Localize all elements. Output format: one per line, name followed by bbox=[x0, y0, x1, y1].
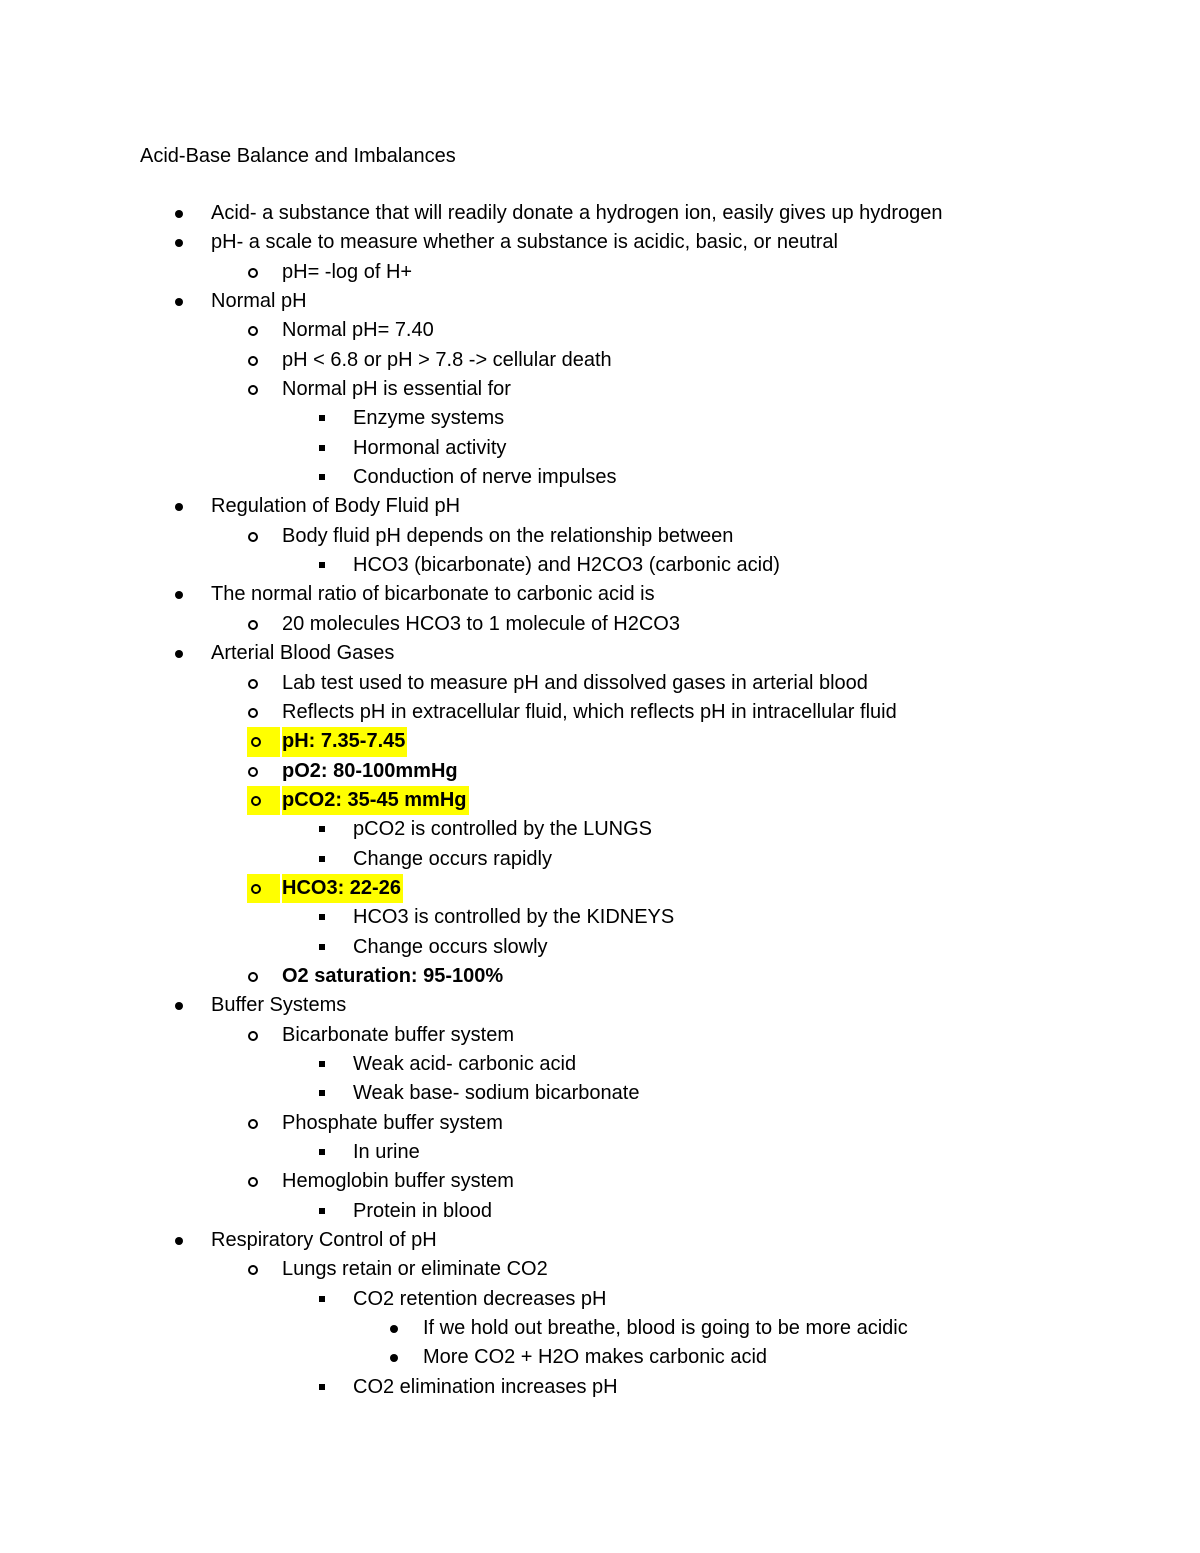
list-item bbox=[0, 757, 1200, 786]
list-item bbox=[0, 1050, 1200, 1079]
list-item-text: Bicarbonate buffer system bbox=[282, 1023, 514, 1046]
square-bullet-icon bbox=[316, 933, 336, 962]
list-item bbox=[0, 786, 1200, 815]
list-item bbox=[0, 1079, 1200, 1108]
list-item bbox=[0, 551, 1200, 580]
list-item-text: In urine bbox=[353, 1141, 420, 1163]
list-item-text: CO2 elimination increases pH bbox=[353, 1375, 618, 1398]
list-item bbox=[0, 1197, 1200, 1226]
list-item bbox=[0, 1109, 1200, 1138]
list-item-text: Enzyme systems bbox=[353, 407, 505, 430]
ring-bullet-icon bbox=[247, 874, 280, 903]
list-item-text: Respiratory Control of pH bbox=[211, 1229, 437, 1252]
list-item-text: HCO3 (bicarbonate) and H2CO3 (carbonic acid) bbox=[353, 554, 780, 577]
ring-bullet-icon bbox=[245, 346, 265, 375]
list-item-text: Reflects pH in extracellular fluid, which reflects pH in intracellular fluid bbox=[282, 700, 897, 723]
list-item bbox=[0, 874, 1200, 903]
dot-bullet-icon bbox=[171, 199, 191, 228]
list-item-text: pO2: 80-100mmHg bbox=[282, 759, 458, 782]
list-item-text: HCO3: 22-26 bbox=[282, 874, 403, 903]
list-item bbox=[0, 1373, 1200, 1402]
list-item-text: Hormonal activity bbox=[353, 436, 507, 459]
ring-bullet-icon bbox=[245, 757, 265, 786]
list-item-text: pH- a scale to measure whether a substance is acidic, basic, or neutral bbox=[211, 231, 838, 254]
list-item-text: pCO2: 35-45 mmHg bbox=[282, 786, 469, 815]
list-item-text: Buffer Systems bbox=[211, 994, 347, 1017]
square-bullet-icon bbox=[316, 903, 336, 932]
list-item-text: Arterial Blood Gases bbox=[211, 642, 395, 665]
square-bullet-icon bbox=[316, 1197, 336, 1226]
list-item-text: Hemoglobin buffer system bbox=[282, 1170, 514, 1193]
ring-bullet-icon bbox=[245, 1109, 265, 1138]
list-item bbox=[0, 258, 1200, 287]
list-item-text: Protein in blood bbox=[353, 1199, 492, 1222]
list-item-text: Acid- a substance that will readily donate a hydrogen ion, easily gives up hydrogen bbox=[211, 202, 943, 224]
list-item bbox=[0, 1314, 1200, 1343]
ring-bullet-icon bbox=[245, 522, 265, 551]
list-item bbox=[0, 815, 1200, 844]
list-item-text: Weak acid- carbonic acid bbox=[353, 1052, 577, 1075]
dot-bullet-icon bbox=[171, 580, 191, 609]
list-item bbox=[0, 404, 1200, 433]
list-item-text: Normal pH is essential for bbox=[282, 378, 511, 401]
list-item bbox=[0, 1021, 1200, 1050]
ring-bullet-icon bbox=[245, 610, 265, 639]
list-item bbox=[0, 316, 1200, 345]
list-item-text: pH= -log of H+ bbox=[282, 260, 413, 283]
list-item-text: If we hold out breathe, blood is going to be more acidic bbox=[423, 1317, 908, 1340]
list-item bbox=[0, 434, 1200, 463]
list-item-text: Lungs retain or eliminate CO2 bbox=[282, 1258, 548, 1281]
dot-bullet-icon bbox=[171, 1226, 191, 1255]
list-item-text: pCO2 is controlled by the LUNGS bbox=[353, 818, 653, 841]
ring-bullet-icon bbox=[245, 258, 265, 287]
ring-bullet-icon bbox=[245, 316, 265, 345]
list-item bbox=[0, 903, 1200, 932]
list-item-text: Weak base- sodium bicarbonate bbox=[353, 1082, 640, 1105]
dot-bullet-icon bbox=[171, 639, 191, 668]
square-bullet-icon bbox=[316, 815, 336, 844]
list-item-text: More CO2 + H2O makes carbonic acid bbox=[423, 1346, 768, 1369]
list-item-text: O2 saturation: 95-100% bbox=[282, 964, 504, 987]
document-title: Acid-Base Balance and Imbalances bbox=[140, 145, 456, 167]
dot-bullet-icon bbox=[171, 287, 191, 316]
list-item-text: Conduction of nerve impulses bbox=[353, 466, 617, 489]
square-bullet-icon bbox=[316, 1373, 336, 1402]
list-item bbox=[0, 199, 1200, 228]
list-item bbox=[0, 933, 1200, 962]
list-item-text: Normal pH= 7.40 bbox=[282, 319, 434, 342]
ring-bullet-icon bbox=[245, 375, 265, 404]
dot-bullet-icon bbox=[171, 991, 191, 1020]
square-bullet-icon bbox=[316, 463, 336, 492]
list-item bbox=[0, 1138, 1200, 1167]
bullet-list bbox=[0, 199, 1200, 1402]
list-item bbox=[0, 845, 1200, 874]
list-item bbox=[0, 698, 1200, 727]
list-item bbox=[0, 463, 1200, 492]
list-item-text: Body fluid pH depends on the relationship between bbox=[282, 524, 734, 547]
list-item bbox=[0, 610, 1200, 639]
list-item-text: Lab test used to measure pH and dissolved gases in arterial blood bbox=[282, 671, 868, 694]
list-item bbox=[0, 580, 1200, 609]
list-item-text: Change occurs rapidly bbox=[353, 847, 552, 870]
list-item-text: Regulation of Body Fluid pH bbox=[211, 495, 461, 518]
list-item-text: pH < 6.8 or pH > 7.8 -> cellular death bbox=[282, 348, 612, 371]
list-item bbox=[0, 962, 1200, 991]
list-item bbox=[0, 287, 1200, 316]
square-bullet-icon bbox=[316, 1079, 336, 1108]
list-item bbox=[0, 228, 1200, 257]
ring-bullet-icon bbox=[245, 1255, 265, 1284]
list-item bbox=[0, 1343, 1200, 1372]
list-item bbox=[0, 727, 1200, 756]
square-bullet-icon bbox=[316, 1050, 336, 1079]
list-item bbox=[0, 1167, 1200, 1196]
list-item bbox=[0, 1226, 1200, 1255]
list-item-text: 20 molecules HCO3 to 1 molecule of H2CO3 bbox=[282, 612, 680, 635]
list-item bbox=[0, 991, 1200, 1020]
list-item bbox=[0, 639, 1200, 668]
square-bullet-icon bbox=[316, 404, 336, 433]
list-item-text: Change occurs slowly bbox=[353, 935, 548, 958]
ring-bullet-icon bbox=[245, 1021, 265, 1050]
ring-bullet-icon bbox=[247, 727, 280, 756]
list-item bbox=[0, 492, 1200, 521]
square-bullet-icon bbox=[316, 845, 336, 874]
list-item bbox=[0, 346, 1200, 375]
dot-bullet-icon bbox=[386, 1314, 406, 1343]
list-item-text: Phosphate buffer system bbox=[282, 1111, 503, 1134]
square-bullet-icon bbox=[316, 1285, 336, 1314]
list-item bbox=[0, 375, 1200, 404]
list-item-text: Normal pH bbox=[211, 290, 307, 313]
list-item-text: pH: 7.35-7.45 bbox=[282, 727, 407, 756]
square-bullet-icon bbox=[316, 1138, 336, 1167]
square-bullet-icon bbox=[316, 551, 336, 580]
dot-bullet-icon bbox=[171, 492, 191, 521]
square-bullet-icon bbox=[316, 434, 336, 463]
ring-bullet-icon bbox=[245, 1167, 265, 1196]
list-item bbox=[0, 522, 1200, 551]
list-item bbox=[0, 1285, 1200, 1314]
dot-bullet-icon bbox=[171, 228, 191, 257]
list-item-text: The normal ratio of bicarbonate to carbonic acid is bbox=[211, 583, 655, 606]
list-item-text: HCO3 is controlled by the KIDNEYS bbox=[353, 906, 675, 929]
list-item-text: CO2 retention decreases pH bbox=[353, 1287, 607, 1310]
dot-bullet-icon bbox=[386, 1343, 406, 1372]
ring-bullet-icon bbox=[247, 786, 280, 815]
list-item bbox=[0, 669, 1200, 698]
ring-bullet-icon bbox=[245, 962, 265, 991]
ring-bullet-icon bbox=[245, 669, 265, 698]
ring-bullet-icon bbox=[245, 698, 265, 727]
list-item bbox=[0, 1255, 1200, 1284]
